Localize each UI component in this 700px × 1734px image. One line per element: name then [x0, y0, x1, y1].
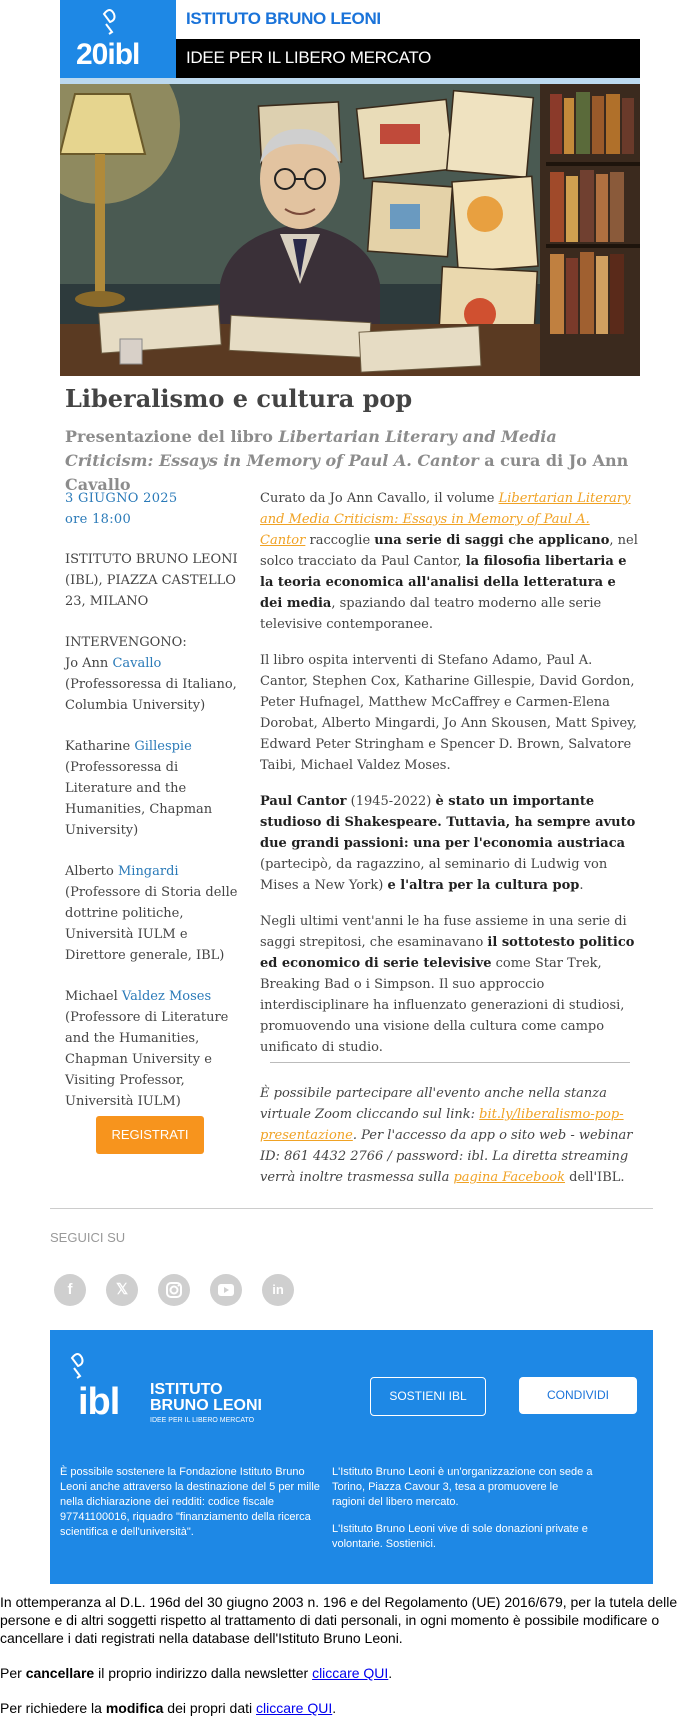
description-paragraph-4 [260, 911, 638, 1058]
footer-logo-text: ibl [78, 1381, 120, 1423]
bold-text: modifica [105, 1700, 164, 1716]
speaker-last-name[interactable]: Cavallo [112, 656, 162, 671]
text: (partecipò, da ragazzino, al seminario di Ludwig von Mises a New York) [260, 857, 608, 893]
text: , spaziando dal teatro moderno alle serie televisive contemporanee. [260, 596, 602, 632]
divider [270, 1062, 630, 1063]
text: Negli ultimi vent'anni le ha fuse assieme in una serie di saggi strepitosi, che esaminavano [260, 914, 627, 950]
text: dell'IBL. [565, 1170, 625, 1185]
subtitle-book: Libertarian Literary and Media Criticism: Essays in Memory of Paul A. Cantor [65, 427, 557, 470]
text: come Star Trek, Breaking Bad o i Simpson. Il suo approccio interdisciplinare ha influenzato generazioni di studiosi, promuovendo una visione della cultura come campo unificato di studio. [260, 956, 625, 1055]
tagline: IDEE PER IL LIBERO MERCATO [186, 48, 432, 67]
description-paragraph-3 [260, 791, 638, 896]
bold-text: cancellare [25, 1665, 95, 1681]
tagline-bar [176, 39, 640, 78]
follow-label: SEGUICI SU [50, 1230, 126, 1245]
speaker-last-name[interactable]: Mingardi [117, 864, 179, 879]
text: . [332, 1700, 337, 1716]
text: Per [0, 1665, 26, 1681]
text: dei propri dati [163, 1700, 257, 1716]
text: il proprio indirizzo dalla newsletter [94, 1665, 313, 1681]
event-description [260, 488, 638, 1073]
org-name-bar [176, 0, 640, 39]
speaker-first-name: Alberto [65, 864, 114, 879]
speaker-first-name: Jo Ann [65, 656, 109, 671]
bold-text: Paul Cantor [260, 794, 347, 809]
event-date: 3 GIUGNO 2025 [65, 491, 178, 506]
unsubscribe-link[interactable]: cliccare QUI [312, 1665, 389, 1681]
description-paragraph-2: Il libro ospita interventi di Stefano Adamo, Paul A. Cantor, Stephen Cox, Katharine Gillespie, David Gordon, Peter Hufnagel, Matthew McCaffrey e Carmen-Elena Dorobat, Alberto Mingardi, Jo Ann Skousen, Matt Spivey, Edward Peter Stringham e Spencer D. Brown, Salvatore Taibi, Michael Valdez Moses. [260, 653, 637, 773]
event-subtitle [65, 425, 635, 497]
hero-illustration [60, 78, 640, 376]
text: . [388, 1665, 393, 1681]
subtitle-suffix: a cura di Jo Ann Cavallo [65, 451, 629, 494]
speakers-label: INTERVENGONO: [65, 635, 187, 650]
speaker-last-name[interactable]: Gillespie [134, 739, 192, 754]
facebook-page-link[interactable]: pagina Facebook [453, 1170, 566, 1185]
text: Per richiedere la [0, 1700, 106, 1716]
ibl-logo[interactable] [60, 0, 176, 78]
modify-data-line [0, 1699, 700, 1717]
linkedin-icon[interactable]: in [262, 1274, 294, 1306]
text: (1945-2022) [346, 794, 436, 809]
speaker-role: (Professoressa di Italiano, Columbia University) [65, 677, 237, 713]
logo-text: 20ibl [76, 38, 140, 71]
share-button[interactable]: CONDIVIDI [519, 1377, 637, 1414]
unsubscribe-line [0, 1664, 700, 1682]
description-paragraph-1 [260, 488, 638, 635]
speaker-block [65, 986, 243, 1112]
event-title: Liberalismo e cultura pop [65, 384, 413, 413]
speaker-role: (Professoressa di Literature and the Humanities, Chapman University) [65, 760, 213, 838]
facebook-icon[interactable]: f [54, 1274, 86, 1306]
subtitle-prefix: Presentazione del libro [65, 427, 279, 446]
event-info-column [65, 488, 243, 1132]
modify-data-link[interactable]: cliccare QUI [256, 1700, 333, 1716]
footer-name-line: ISTITUTO [150, 1381, 223, 1398]
event-venue: ISTITUTO BRUNO LEONI (IBL), PIAZZA CASTELLO 23, MILANO [65, 552, 238, 609]
instagram-icon[interactable] [158, 1274, 190, 1306]
bold-text: la filosofia libertaria e la teoria economica all'analisi della letteratura e dei media [260, 554, 627, 611]
event-time: ore 18:00 [65, 512, 132, 527]
footer-name-line: BRUNO LEONI [150, 1397, 262, 1414]
footer-donation-text: L'Istituto Bruno Leoni vive di sole donazioni private e volontarie. Sostienici. [332, 1523, 588, 1550]
footer-logo[interactable] [64, 1350, 148, 1434]
book-link[interactable]: Libertarian Literary and Media Criticism: Essays in Memory of Paul A. Cantor [260, 491, 631, 548]
legal-section [0, 1593, 700, 1734]
speaker-first-name: Michael [65, 989, 118, 1004]
footer-about-text: L'Istituto Bruno Leoni è un'organizzazione con sede a Torino, Piazza Cavour 3, tesa a promuovere le ragioni del libero mercato. [332, 1466, 593, 1508]
text: , nel solco tracciato da Paul Cantor, [260, 533, 638, 569]
privacy-notice: In ottemperanza al D.L. 196d del 30 giugno 2003 n. 196 e del Regolamento (UE) 2016/679, per la tutela delle persone e di altri soggetti rispetto al trattamento di dati personali, in ogni momento è possibile modificare o cancellare i dati registrati nella database dell'Istituto Bruno Leoni. [0, 1594, 678, 1646]
torch-icon [72, 1354, 83, 1378]
speaker-last-name[interactable]: Valdez Moses [121, 989, 212, 1004]
youtube-icon[interactable] [210, 1274, 242, 1306]
bold-text: una serie di saggi che applicano [374, 533, 610, 548]
text: . [579, 878, 584, 893]
text: . Per l'accesso da app o sito web - webinar ID: 861 4432 2766 / password: ibl. La diretta streaming verrà inoltre trasmessa sulla [260, 1128, 633, 1185]
torch-icon [104, 10, 115, 34]
event-datetime [65, 488, 243, 530]
footer-5x1000-text: È possibile sostenere la Fondazione Istituto Bruno Leoni anche attraverso la destinazione del 5 per mille nella dichiarazione dei redditi: codice fiscale 97741100016, riquadro "finanziamento della ricerca scientifica e dell'università". [60, 1466, 320, 1538]
header [60, 0, 640, 78]
speaker-role: (Professore di Storia delle dottrine politiche, Università IULM e Direttore generale, IBL) [65, 885, 238, 963]
zoom-info [260, 1083, 638, 1188]
speaker-block [65, 736, 243, 841]
org-name: ISTITUTO BRUNO LEONI [186, 9, 381, 28]
x-icon[interactable]: 𝕏 [106, 1274, 138, 1306]
text: Curato da Jo Ann Cavallo, il volume [260, 491, 499, 506]
speaker-block [65, 632, 243, 716]
register-button[interactable]: REGISTRATI [96, 1116, 204, 1154]
speaker-role: (Professore di Literature and the Humanities, Chapman University e Visiting Professor, Università IULM) [65, 1010, 229, 1109]
zoom-link[interactable]: bit.ly/liberalismo-pop-presentazione [260, 1107, 624, 1143]
speaker-first-name: Katharine [65, 739, 131, 754]
bold-text: il sottotesto politico ed economico di serie televisive [260, 935, 635, 971]
divider [50, 1208, 653, 1209]
footer-org-name [150, 1382, 262, 1414]
footer-box [50, 1330, 653, 1584]
support-button[interactable]: SOSTIENI IBL [370, 1377, 486, 1416]
speaker-block [65, 861, 243, 966]
bold-text: è stato un importante studioso di Shakespeare. Tuttavia, ha sempre avuto due grandi passioni: una per l'economia austriaca [260, 794, 636, 851]
text: raccoglie [305, 533, 375, 548]
bold-text: e l'altra per la cultura pop [387, 878, 580, 893]
text: È possibile partecipare all'evento anche nella stanza virtuale Zoom cliccando sul link: [260, 1086, 607, 1122]
footer-tagline: IDEE PER IL LIBERO MERCATO [150, 1417, 255, 1424]
